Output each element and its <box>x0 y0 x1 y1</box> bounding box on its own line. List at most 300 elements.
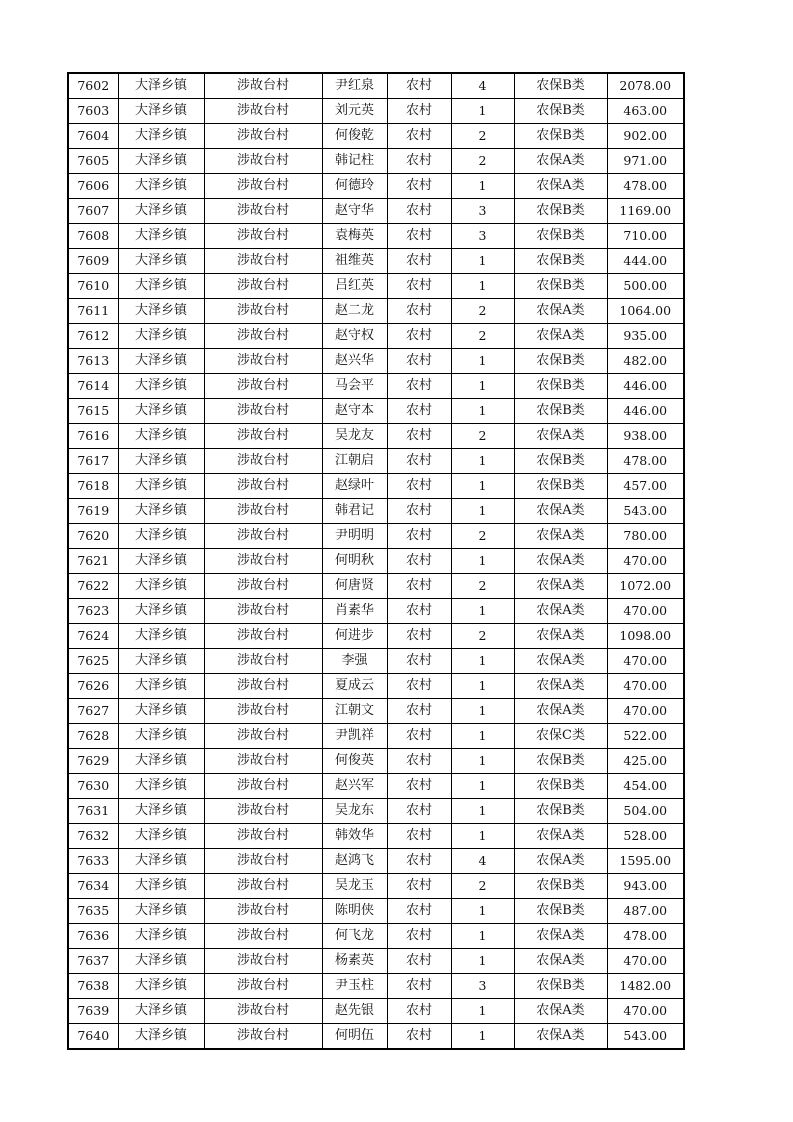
cell-name: 韩君记 <box>322 499 387 524</box>
table-row <box>68 124 684 149</box>
cell-household-type: 农村 <box>387 649 451 674</box>
cell-row-number: 7625 <box>68 649 118 674</box>
cell-household-type: 农村 <box>387 399 451 424</box>
table-row <box>68 924 684 949</box>
cell-family-size: 1 <box>451 899 514 924</box>
table-row <box>68 999 684 1024</box>
cell-household-type: 农村 <box>387 774 451 799</box>
table-row <box>68 874 684 899</box>
cell-village: 涉故台村 <box>204 499 322 524</box>
cell-family-size: 4 <box>451 849 514 874</box>
cell-name: 何德玲 <box>322 174 387 199</box>
cell-household-type: 农村 <box>387 799 451 824</box>
table-row <box>68 73 684 99</box>
cell-household-type: 农村 <box>387 824 451 849</box>
cell-insurance-category: 农保A类 <box>514 324 607 349</box>
cell-household-type: 农村 <box>387 699 451 724</box>
cell-village: 涉故台村 <box>204 849 322 874</box>
cell-family-size: 1 <box>451 599 514 624</box>
cell-household-type: 农村 <box>387 899 451 924</box>
cell-row-number: 7637 <box>68 949 118 974</box>
cell-name: 吴龙友 <box>322 424 387 449</box>
cell-insurance-category: 农保A类 <box>514 574 607 599</box>
cell-amount: 2078.00 <box>607 73 684 99</box>
cell-name: 何进步 <box>322 624 387 649</box>
cell-family-size: 1 <box>451 699 514 724</box>
cell-family-size: 2 <box>451 624 514 649</box>
cell-household-type: 农村 <box>387 724 451 749</box>
cell-township: 大泽乡镇 <box>118 324 204 349</box>
cell-insurance-category: 农保A类 <box>514 149 607 174</box>
cell-name: 李强 <box>322 649 387 674</box>
cell-insurance-category: 农保B类 <box>514 774 607 799</box>
cell-name: 陈明侠 <box>322 899 387 924</box>
cell-insurance-category: 农保A类 <box>514 549 607 574</box>
cell-family-size: 1 <box>451 999 514 1024</box>
cell-name: 何俊英 <box>322 749 387 774</box>
cell-name: 刘元英 <box>322 99 387 124</box>
cell-insurance-category: 农保B类 <box>514 974 607 999</box>
cell-village: 涉故台村 <box>204 599 322 624</box>
cell-township: 大泽乡镇 <box>118 649 204 674</box>
cell-family-size: 1 <box>451 774 514 799</box>
cell-row-number: 7620 <box>68 524 118 549</box>
cell-amount: 470.00 <box>607 999 684 1024</box>
table-row <box>68 449 684 474</box>
table-row <box>68 624 684 649</box>
cell-household-type: 农村 <box>387 524 451 549</box>
cell-amount: 470.00 <box>607 599 684 624</box>
cell-amount: 1595.00 <box>607 849 684 874</box>
cell-row-number: 7605 <box>68 149 118 174</box>
cell-township: 大泽乡镇 <box>118 949 204 974</box>
cell-amount: 543.00 <box>607 499 684 524</box>
table-row <box>68 524 684 549</box>
table-row <box>68 149 684 174</box>
cell-family-size: 2 <box>451 424 514 449</box>
cell-family-size: 1 <box>451 824 514 849</box>
cell-household-type: 农村 <box>387 599 451 624</box>
cell-township: 大泽乡镇 <box>118 499 204 524</box>
cell-household-type: 农村 <box>387 1024 451 1050</box>
cell-family-size: 1 <box>451 724 514 749</box>
cell-household-type: 农村 <box>387 574 451 599</box>
cell-row-number: 7617 <box>68 449 118 474</box>
cell-household-type: 农村 <box>387 749 451 774</box>
cell-village: 涉故台村 <box>204 999 322 1024</box>
cell-amount: 522.00 <box>607 724 684 749</box>
cell-village: 涉故台村 <box>204 899 322 924</box>
table-row <box>68 1024 684 1050</box>
cell-township: 大泽乡镇 <box>118 599 204 624</box>
table-row <box>68 699 684 724</box>
cell-amount: 457.00 <box>607 474 684 499</box>
cell-household-type: 农村 <box>387 124 451 149</box>
cell-row-number: 7636 <box>68 924 118 949</box>
cell-family-size: 1 <box>451 274 514 299</box>
cell-row-number: 7622 <box>68 574 118 599</box>
cell-household-type: 农村 <box>387 274 451 299</box>
cell-township: 大泽乡镇 <box>118 424 204 449</box>
cell-insurance-category: 农保A类 <box>514 599 607 624</box>
cell-name: 何明秋 <box>322 549 387 574</box>
cell-village: 涉故台村 <box>204 549 322 574</box>
cell-name: 韩记柱 <box>322 149 387 174</box>
cell-household-type: 农村 <box>387 849 451 874</box>
cell-row-number: 7603 <box>68 99 118 124</box>
cell-amount: 780.00 <box>607 524 684 549</box>
cell-name: 尹明明 <box>322 524 387 549</box>
cell-row-number: 7611 <box>68 299 118 324</box>
cell-row-number: 7613 <box>68 349 118 374</box>
cell-row-number: 7623 <box>68 599 118 624</box>
cell-village: 涉故台村 <box>204 324 322 349</box>
cell-name: 赵守权 <box>322 324 387 349</box>
cell-insurance-category: 农保B类 <box>514 749 607 774</box>
cell-township: 大泽乡镇 <box>118 149 204 174</box>
cell-amount: 935.00 <box>607 324 684 349</box>
cell-family-size: 1 <box>451 449 514 474</box>
cell-township: 大泽乡镇 <box>118 974 204 999</box>
cell-insurance-category: 农保A类 <box>514 499 607 524</box>
cell-name: 吕红英 <box>322 274 387 299</box>
cell-household-type: 农村 <box>387 199 451 224</box>
cell-amount: 902.00 <box>607 124 684 149</box>
cell-family-size: 1 <box>451 474 514 499</box>
cell-amount: 938.00 <box>607 424 684 449</box>
cell-township: 大泽乡镇 <box>118 99 204 124</box>
table-row <box>68 224 684 249</box>
cell-household-type: 农村 <box>387 99 451 124</box>
cell-family-size: 2 <box>451 124 514 149</box>
cell-village: 涉故台村 <box>204 699 322 724</box>
cell-village: 涉故台村 <box>204 174 322 199</box>
table-row <box>68 324 684 349</box>
cell-insurance-category: 农保B类 <box>514 274 607 299</box>
cell-name: 赵先银 <box>322 999 387 1024</box>
cell-name: 赵鸿飞 <box>322 849 387 874</box>
cell-village: 涉故台村 <box>204 249 322 274</box>
cell-row-number: 7614 <box>68 374 118 399</box>
cell-family-size: 1 <box>451 674 514 699</box>
cell-insurance-category: 农保A类 <box>514 949 607 974</box>
cell-township: 大泽乡镇 <box>118 299 204 324</box>
cell-insurance-category: 农保B类 <box>514 899 607 924</box>
cell-amount: 528.00 <box>607 824 684 849</box>
cell-row-number: 7626 <box>68 674 118 699</box>
cell-household-type: 农村 <box>387 674 451 699</box>
cell-amount: 478.00 <box>607 924 684 949</box>
cell-family-size: 1 <box>451 799 514 824</box>
cell-family-size: 3 <box>451 199 514 224</box>
cell-row-number: 7632 <box>68 824 118 849</box>
cell-village: 涉故台村 <box>204 524 322 549</box>
cell-amount: 454.00 <box>607 774 684 799</box>
cell-township: 大泽乡镇 <box>118 749 204 774</box>
cell-row-number: 7609 <box>68 249 118 274</box>
table-row <box>68 549 684 574</box>
cell-family-size: 1 <box>451 174 514 199</box>
cell-amount: 425.00 <box>607 749 684 774</box>
cell-township: 大泽乡镇 <box>118 374 204 399</box>
cell-township: 大泽乡镇 <box>118 924 204 949</box>
table-row <box>68 849 684 874</box>
cell-row-number: 7608 <box>68 224 118 249</box>
cell-insurance-category: 农保A类 <box>514 699 607 724</box>
cell-family-size: 1 <box>451 374 514 399</box>
table-row <box>68 749 684 774</box>
cell-village: 涉故台村 <box>204 274 322 299</box>
cell-amount: 487.00 <box>607 899 684 924</box>
cell-township: 大泽乡镇 <box>118 73 204 99</box>
table-row <box>68 424 684 449</box>
cell-household-type: 农村 <box>387 624 451 649</box>
cell-village: 涉故台村 <box>204 649 322 674</box>
cell-village: 涉故台村 <box>204 349 322 374</box>
cell-amount: 446.00 <box>607 399 684 424</box>
cell-village: 涉故台村 <box>204 624 322 649</box>
cell-insurance-category: 农保B类 <box>514 874 607 899</box>
cell-family-size: 2 <box>451 324 514 349</box>
cell-family-size: 1 <box>451 949 514 974</box>
cell-township: 大泽乡镇 <box>118 849 204 874</box>
cell-row-number: 7612 <box>68 324 118 349</box>
cell-village: 涉故台村 <box>204 474 322 499</box>
cell-insurance-category: 农保A类 <box>514 674 607 699</box>
cell-name: 吴龙东 <box>322 799 387 824</box>
cell-name: 何明伍 <box>322 1024 387 1050</box>
cell-amount: 943.00 <box>607 874 684 899</box>
cell-amount: 971.00 <box>607 149 684 174</box>
cell-amount: 543.00 <box>607 1024 684 1050</box>
table-row <box>68 499 684 524</box>
cell-row-number: 7639 <box>68 999 118 1024</box>
cell-row-number: 7629 <box>68 749 118 774</box>
cell-amount: 470.00 <box>607 549 684 574</box>
cell-household-type: 农村 <box>387 474 451 499</box>
cell-insurance-category: 农保A类 <box>514 624 607 649</box>
cell-village: 涉故台村 <box>204 574 322 599</box>
cell-household-type: 农村 <box>387 149 451 174</box>
cell-village: 涉故台村 <box>204 149 322 174</box>
cell-amount: 446.00 <box>607 374 684 399</box>
cell-row-number: 7628 <box>68 724 118 749</box>
cell-family-size: 1 <box>451 549 514 574</box>
cell-insurance-category: 农保B类 <box>514 99 607 124</box>
table-row <box>68 599 684 624</box>
cell-insurance-category: 农保B类 <box>514 73 607 99</box>
cell-household-type: 农村 <box>387 449 451 474</box>
cell-name: 赵兴军 <box>322 774 387 799</box>
cell-household-type: 农村 <box>387 424 451 449</box>
cell-amount: 1064.00 <box>607 299 684 324</box>
cell-insurance-category: 农保B类 <box>514 124 607 149</box>
cell-row-number: 7602 <box>68 73 118 99</box>
cell-village: 涉故台村 <box>204 124 322 149</box>
table-row <box>68 199 684 224</box>
cell-insurance-category: 农保A类 <box>514 174 607 199</box>
cell-row-number: 7621 <box>68 549 118 574</box>
cell-name: 江朝文 <box>322 699 387 724</box>
cell-village: 涉故台村 <box>204 724 322 749</box>
cell-village: 涉故台村 <box>204 99 322 124</box>
cell-name: 何飞龙 <box>322 924 387 949</box>
cell-township: 大泽乡镇 <box>118 574 204 599</box>
cell-name: 祖维英 <box>322 249 387 274</box>
cell-family-size: 1 <box>451 749 514 774</box>
cell-amount: 482.00 <box>607 349 684 374</box>
cell-amount: 1098.00 <box>607 624 684 649</box>
table-row <box>68 799 684 824</box>
cell-township: 大泽乡镇 <box>118 474 204 499</box>
cell-township: 大泽乡镇 <box>118 699 204 724</box>
cell-family-size: 1 <box>451 1024 514 1050</box>
cell-village: 涉故台村 <box>204 874 322 899</box>
cell-row-number: 7618 <box>68 474 118 499</box>
cell-name: 马会平 <box>322 374 387 399</box>
cell-village: 涉故台村 <box>204 224 322 249</box>
table-row <box>68 574 684 599</box>
cell-township: 大泽乡镇 <box>118 249 204 274</box>
table-row <box>68 949 684 974</box>
cell-amount: 1482.00 <box>607 974 684 999</box>
cell-name: 赵二龙 <box>322 299 387 324</box>
cell-row-number: 7610 <box>68 274 118 299</box>
table-row <box>68 724 684 749</box>
cell-row-number: 7631 <box>68 799 118 824</box>
cell-name: 韩效华 <box>322 824 387 849</box>
table-row <box>68 99 684 124</box>
cell-township: 大泽乡镇 <box>118 999 204 1024</box>
table-row <box>68 299 684 324</box>
cell-family-size: 4 <box>451 73 514 99</box>
cell-insurance-category: 农保B类 <box>514 349 607 374</box>
cell-township: 大泽乡镇 <box>118 174 204 199</box>
cell-family-size: 1 <box>451 249 514 274</box>
table-row <box>68 249 684 274</box>
cell-family-size: 1 <box>451 99 514 124</box>
cell-family-size: 1 <box>451 649 514 674</box>
table-row <box>68 174 684 199</box>
cell-insurance-category: 农保A类 <box>514 524 607 549</box>
cell-household-type: 农村 <box>387 499 451 524</box>
cell-township: 大泽乡镇 <box>118 549 204 574</box>
cell-family-size: 2 <box>451 874 514 899</box>
cell-name: 何俊乾 <box>322 124 387 149</box>
cell-township: 大泽乡镇 <box>118 1024 204 1050</box>
cell-family-size: 2 <box>451 299 514 324</box>
cell-village: 涉故台村 <box>204 749 322 774</box>
cell-row-number: 7640 <box>68 1024 118 1050</box>
cell-row-number: 7607 <box>68 199 118 224</box>
cell-village: 涉故台村 <box>204 399 322 424</box>
cell-amount: 470.00 <box>607 674 684 699</box>
cell-household-type: 农村 <box>387 224 451 249</box>
cell-insurance-category: 农保A类 <box>514 999 607 1024</box>
table-row <box>68 649 684 674</box>
cell-amount: 470.00 <box>607 649 684 674</box>
cell-amount: 478.00 <box>607 449 684 474</box>
cell-insurance-category: 农保B类 <box>514 374 607 399</box>
cell-row-number: 7627 <box>68 699 118 724</box>
table-row <box>68 274 684 299</box>
cell-family-size: 2 <box>451 524 514 549</box>
cell-insurance-category: 农保A类 <box>514 649 607 674</box>
cell-family-size: 1 <box>451 499 514 524</box>
table-row <box>68 824 684 849</box>
cell-amount: 463.00 <box>607 99 684 124</box>
table-row <box>68 674 684 699</box>
cell-household-type: 农村 <box>387 999 451 1024</box>
cell-family-size: 1 <box>451 924 514 949</box>
cell-insurance-category: 农保B类 <box>514 399 607 424</box>
cell-row-number: 7630 <box>68 774 118 799</box>
cell-row-number: 7615 <box>68 399 118 424</box>
cell-name: 尹玉柱 <box>322 974 387 999</box>
cell-insurance-category: 农保B类 <box>514 249 607 274</box>
cell-insurance-category: 农保A类 <box>514 824 607 849</box>
cell-village: 涉故台村 <box>204 824 322 849</box>
cell-village: 涉故台村 <box>204 949 322 974</box>
cell-family-size: 3 <box>451 224 514 249</box>
cell-household-type: 农村 <box>387 949 451 974</box>
cell-insurance-category: 农保A类 <box>514 424 607 449</box>
table-row <box>68 899 684 924</box>
cell-household-type: 农村 <box>387 974 451 999</box>
cell-name: 赵守华 <box>322 199 387 224</box>
cell-township: 大泽乡镇 <box>118 449 204 474</box>
cell-name: 杨素英 <box>322 949 387 974</box>
cell-amount: 504.00 <box>607 799 684 824</box>
cell-township: 大泽乡镇 <box>118 274 204 299</box>
cell-row-number: 7633 <box>68 849 118 874</box>
cell-name: 袁梅英 <box>322 224 387 249</box>
data-table <box>67 72 685 1050</box>
cell-township: 大泽乡镇 <box>118 349 204 374</box>
cell-row-number: 7624 <box>68 624 118 649</box>
cell-household-type: 农村 <box>387 924 451 949</box>
cell-name: 肖素华 <box>322 599 387 624</box>
cell-township: 大泽乡镇 <box>118 524 204 549</box>
cell-village: 涉故台村 <box>204 374 322 399</box>
cell-insurance-category: 农保C类 <box>514 724 607 749</box>
cell-family-size: 2 <box>451 149 514 174</box>
table-row <box>68 774 684 799</box>
cell-insurance-category: 农保B类 <box>514 199 607 224</box>
cell-amount: 1072.00 <box>607 574 684 599</box>
cell-row-number: 7619 <box>68 499 118 524</box>
cell-insurance-category: 农保A类 <box>514 1024 607 1050</box>
cell-name: 江朝启 <box>322 449 387 474</box>
cell-amount: 470.00 <box>607 949 684 974</box>
cell-household-type: 农村 <box>387 549 451 574</box>
cell-insurance-category: 农保B类 <box>514 799 607 824</box>
cell-township: 大泽乡镇 <box>118 674 204 699</box>
cell-name: 赵守本 <box>322 399 387 424</box>
table-row <box>68 349 684 374</box>
table-body <box>68 73 684 1049</box>
cell-village: 涉故台村 <box>204 974 322 999</box>
cell-household-type: 农村 <box>387 324 451 349</box>
cell-village: 涉故台村 <box>204 424 322 449</box>
cell-household-type: 农村 <box>387 73 451 99</box>
table-row <box>68 474 684 499</box>
cell-township: 大泽乡镇 <box>118 899 204 924</box>
cell-family-size: 1 <box>451 399 514 424</box>
cell-name: 赵兴华 <box>322 349 387 374</box>
cell-amount: 478.00 <box>607 174 684 199</box>
cell-village: 涉故台村 <box>204 1024 322 1050</box>
